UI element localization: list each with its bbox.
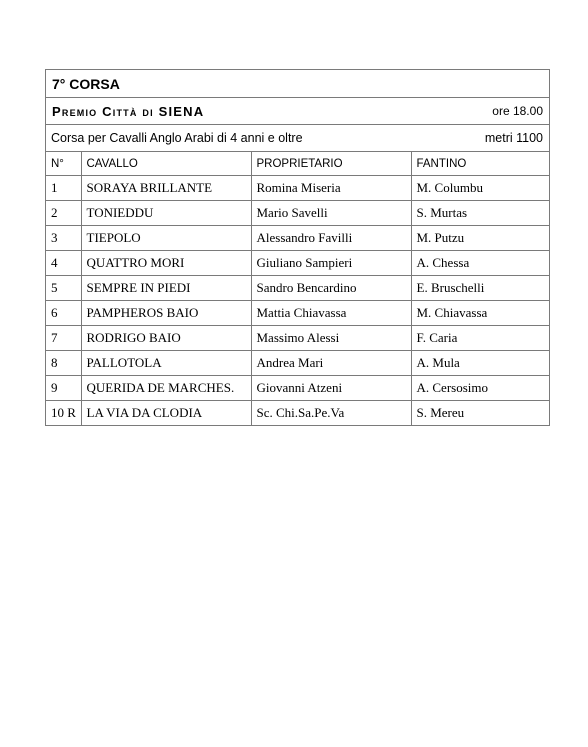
- header-owner: PROPRIETARIO: [251, 152, 411, 176]
- owner-name: Mario Savelli: [251, 201, 411, 226]
- entry-number: 10 R: [46, 401, 81, 426]
- entry-number: 1: [46, 176, 81, 201]
- entry-number: 4: [46, 251, 81, 276]
- entry-number: 3: [46, 226, 81, 251]
- race-title: 7° CORSA: [52, 75, 120, 92]
- race-time: ore 18.00: [492, 104, 543, 118]
- header-horse: CAVALLO: [81, 152, 251, 176]
- entry-number: 5: [46, 276, 81, 301]
- owner-name: Romina Miseria: [251, 176, 411, 201]
- horse-name: SEMPRE IN PIEDI: [81, 276, 251, 301]
- entry-number: 7: [46, 326, 81, 351]
- table-row: [46, 301, 549, 326]
- jockey-name: S. Mereu: [416, 405, 465, 420]
- jockey-name: S. Murtas: [411, 201, 549, 226]
- jockey-name: M. Chiavassa: [411, 301, 549, 326]
- entry-number: 6: [46, 301, 81, 326]
- jockey-name: M. Columbu: [411, 176, 549, 201]
- owner-name: Mattia Chiavassa: [251, 301, 411, 326]
- owner-name: Andrea Mari: [251, 351, 411, 376]
- table-row: [46, 326, 549, 351]
- jockey-name: M. Putzu: [411, 226, 549, 251]
- race-title-row: [46, 70, 549, 98]
- jockey-name: A. Mula: [411, 351, 549, 376]
- header-number: N°: [46, 152, 81, 176]
- table-row: [46, 251, 549, 276]
- horse-name: TIEPOLO: [81, 226, 251, 251]
- race-card: [45, 69, 550, 426]
- header-jockey: FANTINO: [411, 152, 549, 176]
- jockey-name: A. Cersosimo: [411, 376, 549, 401]
- table-row: [46, 176, 549, 201]
- owner-name: Massimo Alessi: [251, 326, 411, 351]
- entry-number: 2: [46, 201, 81, 226]
- owner-name: Sandro Bencardino: [251, 276, 411, 301]
- table-row: [46, 226, 549, 251]
- entry-number: 9: [46, 376, 81, 401]
- owner-name: Alessandro Favilli: [251, 226, 411, 251]
- table-row: [46, 401, 549, 426]
- horse-name: QUERIDA DE MARCHES.: [81, 376, 251, 401]
- premio-row: [46, 98, 549, 125]
- jockey-name: A. Chessa: [411, 251, 549, 276]
- race-distance: metri 1100: [484, 131, 543, 145]
- table-row: [46, 276, 549, 301]
- horse-name: LA VIA DA CLODIA: [81, 401, 251, 426]
- premio-name: Premio Città di SIENA: [52, 103, 205, 119]
- horse-name: RODRIGO BAIO: [81, 326, 251, 351]
- table-row: [46, 351, 549, 376]
- entry-number: 8: [46, 351, 81, 376]
- table-row: [46, 201, 549, 226]
- horse-name: TONIEDDU: [81, 201, 251, 226]
- entries-table: [46, 152, 549, 425]
- owner-name: Giuliano Sampieri: [251, 251, 411, 276]
- jockey-name: E. Bruschelli: [411, 276, 549, 301]
- race-description-row: [46, 125, 549, 152]
- owner-name: Sc. Chi.Sa.Pe.Va: [251, 401, 411, 426]
- jockey-name: F. Caria: [411, 326, 549, 351]
- table-row: [46, 376, 549, 401]
- owner-name: Giovanni Atzeni: [251, 376, 411, 401]
- table-header-row: [46, 152, 549, 176]
- horse-name: PALLOTOLA: [81, 351, 251, 376]
- horse-name: PAMPHEROS BAIO: [81, 301, 251, 326]
- horse-name: SORAYA BRILLANTE: [81, 176, 251, 201]
- horse-name: QUATTRO MORI: [81, 251, 251, 276]
- race-description: Corsa per Cavalli Anglo Arabi di 4 anni e oltre: [51, 131, 303, 145]
